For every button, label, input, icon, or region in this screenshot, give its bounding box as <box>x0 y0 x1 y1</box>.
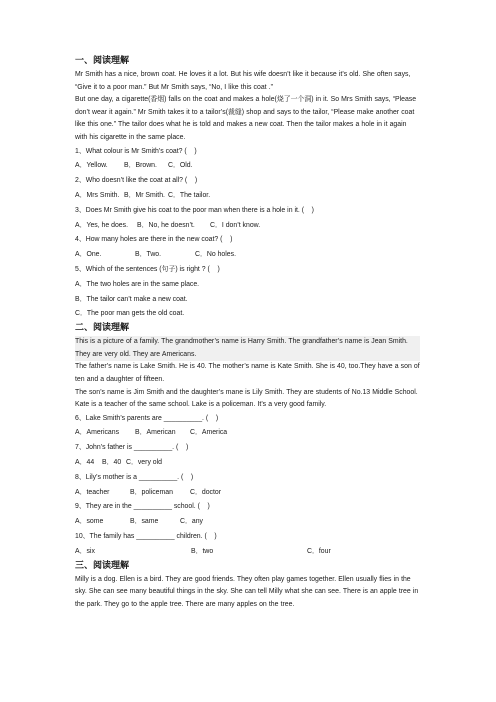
question-8: 8、Lily’s mother is a __________. ( ) <box>75 473 194 481</box>
question-2-options <box>75 189 420 204</box>
option-b: B．No, he doesn’t. <box>137 221 195 229</box>
option-c: C．Old. <box>168 162 193 170</box>
question-4: 4、How many holes are there in the new coat? ( ) <box>75 236 233 244</box>
passage-paragraph: The son’s name is Jim Smith and the daughter’s mane is Lily Smith. They are students of No.13 Middle School. Kate is a teacher of the same school. Lake is a policeman. It’s a very good family. <box>75 388 418 409</box>
question-5: 5、Which of the sentences (句子) is right ? ( ) <box>75 265 220 273</box>
question-3: 3、Does Mr Smith give his coat to the poor man when there is a hole in it. ( ) <box>75 206 314 214</box>
worksheet <box>75 55 420 611</box>
question-3-options <box>75 219 420 234</box>
passage-paragraph-shaded: This is a picture of a family. The grandmother’s name is Harry Smith. The grandfather’s name is Jean Smith. They are very old. They are Americans. <box>75 336 420 361</box>
option-c: C．The poor man gets the old coat. <box>75 310 185 318</box>
option-b: B．same <box>130 518 159 526</box>
option-c: C．The tailor. <box>168 191 211 199</box>
option-c: C．four <box>307 547 331 555</box>
question-6: 6、Lake Smith’s parents are __________. ( ) <box>75 414 219 422</box>
option-c: C．doctor <box>190 488 222 496</box>
option-b: B．The tailor can’t make a new coat. <box>75 295 188 303</box>
option-b: B．American <box>135 429 176 437</box>
option-c: C．No holes. <box>195 251 236 259</box>
option-b: B．Mr Smith. <box>124 191 165 199</box>
question-8-options <box>75 486 420 501</box>
question-4-options <box>75 248 420 263</box>
option-c: C．any <box>180 518 203 526</box>
question-1-options <box>75 159 420 174</box>
option-c: C．very old <box>126 459 162 467</box>
option-b: B．Brown. <box>124 162 157 170</box>
option-a: A．some <box>75 518 104 526</box>
passage-paragraph: The father’s name is Lake Smith. He is 40. The mother’s name is Kate Smith. She is 40, too.They have a son of ten and a daughter of fifteen. <box>75 363 420 383</box>
option-a: A．Americans <box>75 429 120 437</box>
question-7: 7、John’s father is __________. ( ) <box>75 444 189 452</box>
passage-paragraph: But one day, a cigarette(香烟) falls on the coat and makes a hole(烧了一个洞) in it. So Mrs Smith says, “Please don’t wear it again.” Mr Smith takes it to a tailor’s(裁缝) shop and says to the tailor, “Please make another coat like this one.” The tailor does what he is told and makes a new coat. Then the tailor makes a hole in it again with his cigarette in the same place. <box>75 96 417 141</box>
option-a: A．Yellow. <box>75 162 108 170</box>
question-2: 2、Who doesn’t like the coat at all? ( ) <box>75 177 198 185</box>
question-6-options <box>75 426 420 441</box>
option-b: B．40 <box>102 459 122 467</box>
option-a: A．teacher <box>75 488 110 496</box>
passage-paragraph: Mr Smith has a nice, brown coat. He loves it a lot. But his wife doesn’t like it because it’s old. She often says, “Give it to a poor man.” But Mr Smith says, “No, I like this coat .” <box>75 71 411 91</box>
option-a: A．44 <box>75 459 95 467</box>
option-a: A．One. <box>75 251 102 259</box>
question-9-options <box>75 515 420 530</box>
option-a: A．The two holes are in the same place. <box>75 280 200 288</box>
section-2-title: 二、阅读理解 <box>75 323 130 334</box>
question-10: 10、The family has __________ children. ( ) <box>75 533 217 541</box>
question-9: 9、They are in the __________ school. ( ) <box>75 503 210 511</box>
question-7-options <box>75 456 420 471</box>
option-a: A．Mrs Smith. <box>75 191 120 199</box>
option-b: B．two <box>191 547 214 555</box>
option-b: B．Two. <box>135 251 162 259</box>
option-b: B．policeman <box>130 488 173 496</box>
question-10-options <box>75 545 420 560</box>
question-1: 1、What colour is Mr Smith’s coat? ( ) <box>75 147 197 155</box>
option-c: C．I don’t know. <box>210 221 261 229</box>
section-1-title: 一、阅读理解 <box>75 56 130 66</box>
section-3-title: 三、阅读理解 <box>75 560 130 571</box>
option-a: A．Yes, he does. <box>75 221 128 229</box>
passage-paragraph: Milly is a dog. Ellen is a bird. They are good friends. They often play games together. Ellen usually flies in the sky. She can see many beautiful things in the sky. She can tell Milly what she can see. There is an apple tree in the park. They go to the apple tree. There are many apples on the tree. <box>75 575 419 608</box>
option-a: A．six <box>75 547 95 555</box>
option-c: C．America <box>190 429 228 437</box>
